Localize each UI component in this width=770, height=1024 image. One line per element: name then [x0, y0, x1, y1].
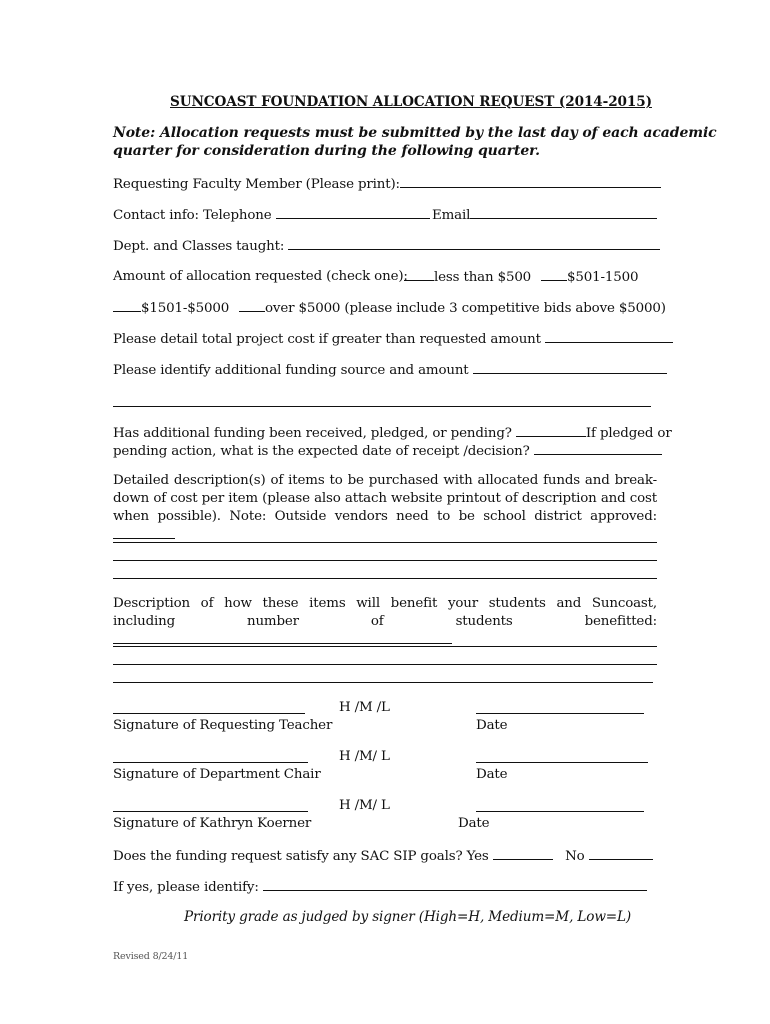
benefit-line-1[interactable] — [113, 646, 657, 647]
description-line-1[interactable] — [113, 542, 657, 543]
koerner-signature-label: Signature of Kathryn Koerner — [113, 816, 312, 831]
detailed-description-label: Detailed description(s) of items to be purchased with allocated funds and break-down of cost per item (please also attach website printout of description and cost when possible). Note: Outside vendors need to be school district approved: — [113, 473, 657, 524]
option-less-500 — [404, 268, 531, 286]
benefit-description-field[interactable] — [113, 631, 452, 644]
additional-funding-label: Please identify additional funding source and amount — [113, 363, 469, 378]
sac-sip-row — [113, 847, 653, 865]
funding-status-field[interactable] — [516, 424, 586, 437]
dept-label: Dept. and Classes taught: — [113, 239, 285, 254]
additional-funding-row — [113, 361, 667, 379]
option-over-5000 — [239, 299, 666, 317]
koerner-date-line[interactable] — [476, 811, 644, 812]
revised-date: Revised 8/24/11 — [113, 951, 189, 962]
identify-field[interactable] — [263, 878, 647, 891]
email-row — [432, 206, 657, 224]
chair-priority-hml: H /M/ L — [339, 749, 390, 764]
opt-over-5000-label: over $5000 (please include 3 competitive bids above $5000) — [265, 301, 666, 316]
option-1501-5000 — [113, 299, 229, 317]
check-less-500[interactable] — [404, 268, 434, 281]
identify-row — [113, 878, 647, 896]
note-line-1: Note: Allocation requests must be submitted by the last day of each academic — [113, 125, 717, 141]
note-line-2: quarter for consideration during the following quarter. — [113, 143, 540, 159]
amount-row — [113, 268, 408, 285]
yes-label: Yes — [466, 849, 489, 864]
if-pledged-label: If pledged or — [585, 426, 672, 441]
option-501-1500 — [541, 268, 638, 286]
sac-yes-field[interactable] — [493, 847, 553, 860]
koerner-priority-hml: H /M/ L — [339, 798, 390, 813]
total-cost-row — [113, 330, 673, 348]
benefit-line-2[interactable] — [113, 664, 657, 665]
teacher-date-line[interactable] — [476, 713, 644, 714]
opt-less-500-label: less than $500 — [434, 270, 532, 285]
form-title: SUNCOAST FOUNDATION ALLOCATION REQUEST (2014-2015) — [170, 94, 652, 110]
chair-date-label: Date — [476, 767, 508, 782]
amount-label: Amount of allocation requested (check one): — [113, 269, 408, 284]
benefit-line-3[interactable] — [113, 682, 653, 683]
additional-funding-field[interactable] — [473, 361, 667, 374]
total-cost-label: Please detail total project cost if greater than requested amount — [113, 332, 541, 347]
opt-1501-5000-label: $1501-$5000 — [141, 301, 230, 316]
chair-signature-line[interactable] — [113, 762, 308, 763]
email-label: Email — [432, 208, 471, 223]
opt-501-1500-label: $501-1500 — [567, 270, 639, 285]
chair-signature-label: Signature of Department Chair — [113, 767, 321, 782]
check-over-5000[interactable] — [239, 299, 265, 312]
check-1501-5000[interactable] — [113, 299, 141, 312]
detailed-description-field[interactable] — [113, 526, 175, 539]
pending-action-label: pending action, what is the expected date of receipt /decision? — [113, 444, 530, 459]
additional-funding-line-2[interactable] — [113, 406, 651, 407]
requesting-faculty-field[interactable] — [400, 175, 661, 188]
contact-row — [113, 206, 430, 224]
chair-date-line[interactable] — [476, 762, 648, 763]
email-field[interactable] — [470, 206, 657, 219]
detailed-description-text — [113, 472, 657, 545]
no-label: No — [565, 849, 585, 864]
priority-grade-note: Priority grade as judged by signer (High=H, Medium=M, Low=L) — [184, 909, 632, 925]
koerner-signature-line[interactable] — [113, 811, 308, 812]
teacher-signature-line[interactable] — [113, 713, 305, 714]
teacher-signature-label: Signature of Requesting Teacher — [113, 718, 333, 733]
teacher-priority-hml: H /M /L — [339, 700, 390, 715]
telephone-field[interactable] — [276, 206, 430, 219]
sac-no-field[interactable] — [589, 847, 653, 860]
benefit-description-label: Description of how these items will benefit your students and Suncoast, including number of students benefitted: — [113, 596, 657, 629]
total-cost-field[interactable] — [545, 330, 673, 343]
pending-action-row — [113, 442, 662, 460]
dept-field[interactable] — [288, 237, 660, 250]
contact-telephone-label: Contact info: Telephone — [113, 208, 272, 223]
funding-status-row — [113, 424, 672, 442]
dept-row — [113, 237, 660, 255]
expected-date-field[interactable] — [534, 442, 662, 455]
requesting-faculty-label: Requesting Faculty Member (Please print): — [113, 177, 400, 192]
description-line-2[interactable] — [113, 560, 657, 561]
requesting-faculty-row — [113, 175, 661, 193]
sac-sip-label: Does the funding request satisfy any SAC SIP goals? — [113, 849, 463, 864]
identify-label: If yes, please identify: — [113, 880, 259, 895]
funding-status-label: Has additional funding been received, pledged, or pending? — [113, 426, 512, 441]
check-501-1500[interactable] — [541, 268, 567, 281]
koerner-date-label: Date — [458, 816, 490, 831]
benefit-description-text — [113, 595, 657, 650]
description-line-3[interactable] — [113, 578, 657, 579]
teacher-date-label: Date — [476, 718, 508, 733]
